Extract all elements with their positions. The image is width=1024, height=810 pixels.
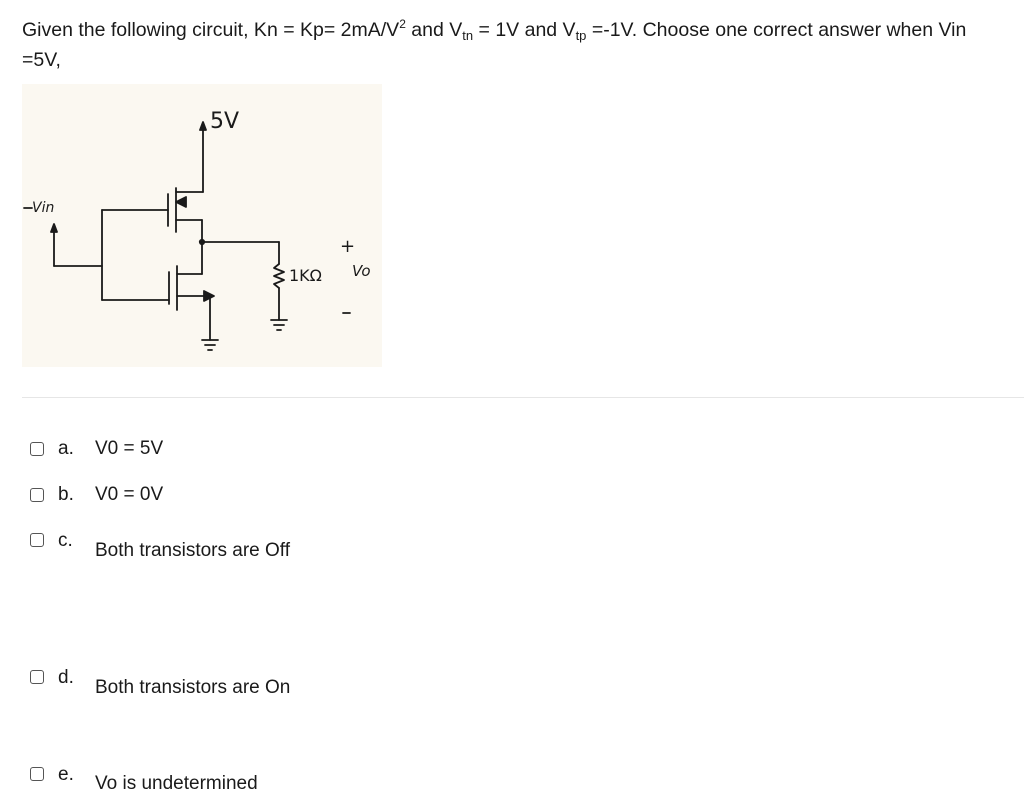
nmos-arrow: [204, 291, 214, 301]
supply-label: 5V: [210, 109, 240, 134]
question-line-2: =5V,: [22, 49, 61, 71]
question-part-4: =-1V. Choose one correct answer when Vin: [586, 19, 967, 41]
question-part-3: = 1V and V: [473, 19, 576, 41]
question-subscript-tn: tn: [462, 28, 474, 43]
option-a-letter: a.: [58, 438, 74, 459]
option-e-text: Vo is undetermined: [95, 773, 258, 794]
question-superscript: 2: [399, 17, 406, 31]
question-text: [22, 15, 1022, 75]
resistor-zigzag: [274, 264, 284, 288]
option-b-checkbox[interactable]: [30, 488, 44, 502]
option-c-letter: c.: [58, 530, 73, 551]
input-label: Vin: [32, 200, 55, 216]
pmos-arrow: [176, 197, 186, 207]
option-d-text: Both transistors are On: [95, 677, 291, 698]
option-e-letter: e.: [58, 764, 74, 785]
option-c-checkbox[interactable]: [30, 533, 44, 547]
option-d-checkbox[interactable]: [30, 670, 44, 684]
plus-sign: +: [340, 236, 356, 257]
option-b-letter: b.: [58, 484, 74, 505]
option-c-text: Both transistors are Off: [95, 540, 291, 561]
circuit-svg: [22, 84, 382, 367]
question-subscript-tp: tp: [575, 28, 587, 43]
option-a-text: V0 = 5V: [95, 438, 164, 459]
option-a-checkbox[interactable]: [30, 442, 44, 456]
question-part-1: Given the following circuit, Kn = Kp= 2mA/V: [22, 19, 400, 41]
minus-sign: -: [362, 324, 363, 325]
option-e-checkbox[interactable]: [30, 767, 44, 781]
circuit-diagram: [22, 84, 382, 367]
resistor-label: 1KΩ: [289, 266, 322, 285]
input-arrow: [51, 224, 57, 232]
option-d-letter: d.: [58, 667, 74, 688]
question-part-2: and V: [405, 19, 463, 41]
option-b-text: V0 = 0V: [95, 484, 164, 505]
output-label: Vo: [352, 262, 371, 280]
divider: [22, 397, 1024, 398]
